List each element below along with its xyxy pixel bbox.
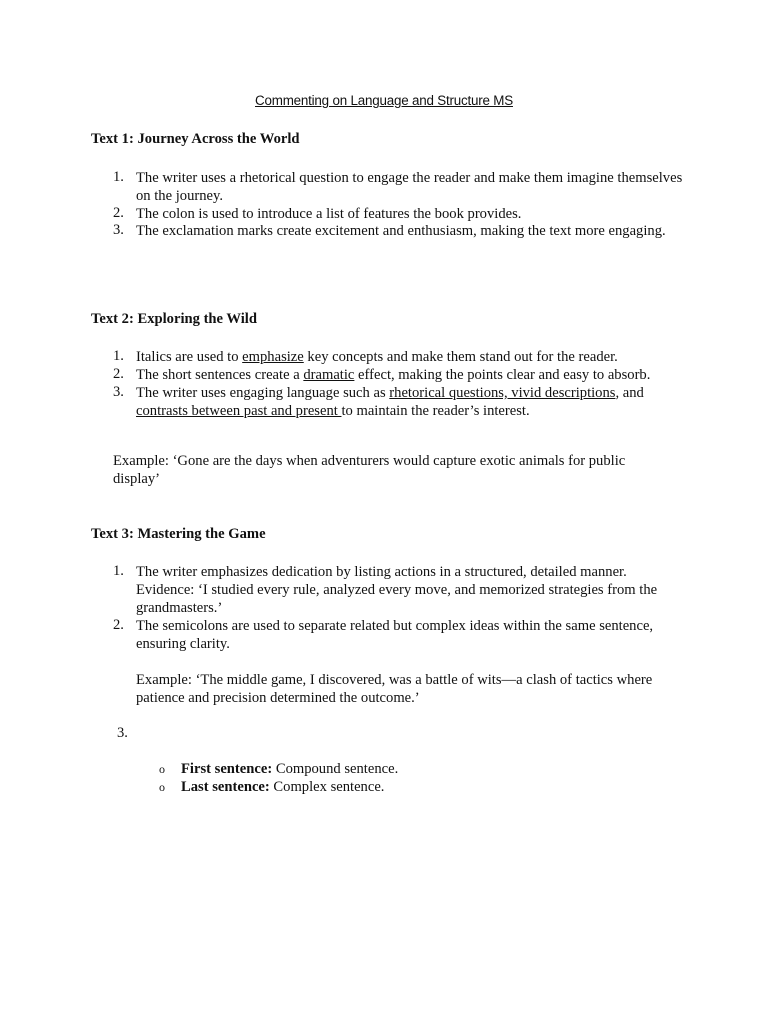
list-item: The colon is used to introduce a list of features the book provides. <box>136 206 522 222</box>
list-item: The writer emphasizes dedication by listing actions in a structured, detailed manner. Evidence: ‘I studied every rule, analyzed every move, and memorized strategies from the grandmasters.’ <box>136 564 658 616</box>
example-quote: Example: ‘The middle game, I discovered, was a battle of wits—a clash of tactics where patience and precision determined the outcome.’ <box>136 672 653 706</box>
list-item: The exclamation marks create excitement and enthusiasm, making the text more engaging. <box>136 223 666 239</box>
document-title: Commenting on Language and Structure MS <box>255 93 513 108</box>
list-number: 1. <box>113 348 124 364</box>
example-quote: Example: ‘Gone are the days when adventurers would capture exotic animals for public display’ <box>113 452 626 487</box>
list-item: Italics are used to emphasize key concepts and make them stand out for the reader. <box>136 349 618 365</box>
list-item: The writer uses a rhetorical question to engage the reader and make them imagine themselves on the journey. <box>136 170 683 204</box>
list-item: First sentence: Compound sentence. <box>181 761 399 777</box>
list-number: 3. <box>113 222 124 238</box>
list-number: 2. <box>113 205 124 221</box>
list-number: 2. <box>113 366 124 382</box>
section-heading-text-2: Text 2: Exploring the Wild <box>91 311 257 327</box>
list-number: 1. <box>113 563 124 579</box>
list-number: 2. <box>113 617 124 633</box>
list-number: 1. <box>113 169 124 185</box>
list-item: The short sentences create a dramatic effect, making the points clear and easy to absorb. <box>136 367 651 383</box>
list-number: 3. <box>113 384 124 400</box>
section-heading-text-3: Text 3: Mastering the Game <box>91 526 266 542</box>
section-heading-text-1: Text 1: Journey Across the World <box>91 131 300 147</box>
bullet-marker: o <box>159 780 165 794</box>
list-item: Last sentence: Complex sentence. <box>181 779 385 795</box>
list-item: The writer uses engaging language such as rhetorical questions, vivid descriptions, and contrasts between past and present to maintain the reader’s interest. <box>136 385 644 419</box>
list-number: 3. <box>117 725 128 741</box>
bullet-marker: o <box>159 762 165 776</box>
list-item: The semicolons are used to separate related but complex ideas within the same sentence, ensuring clarity. <box>136 618 654 652</box>
